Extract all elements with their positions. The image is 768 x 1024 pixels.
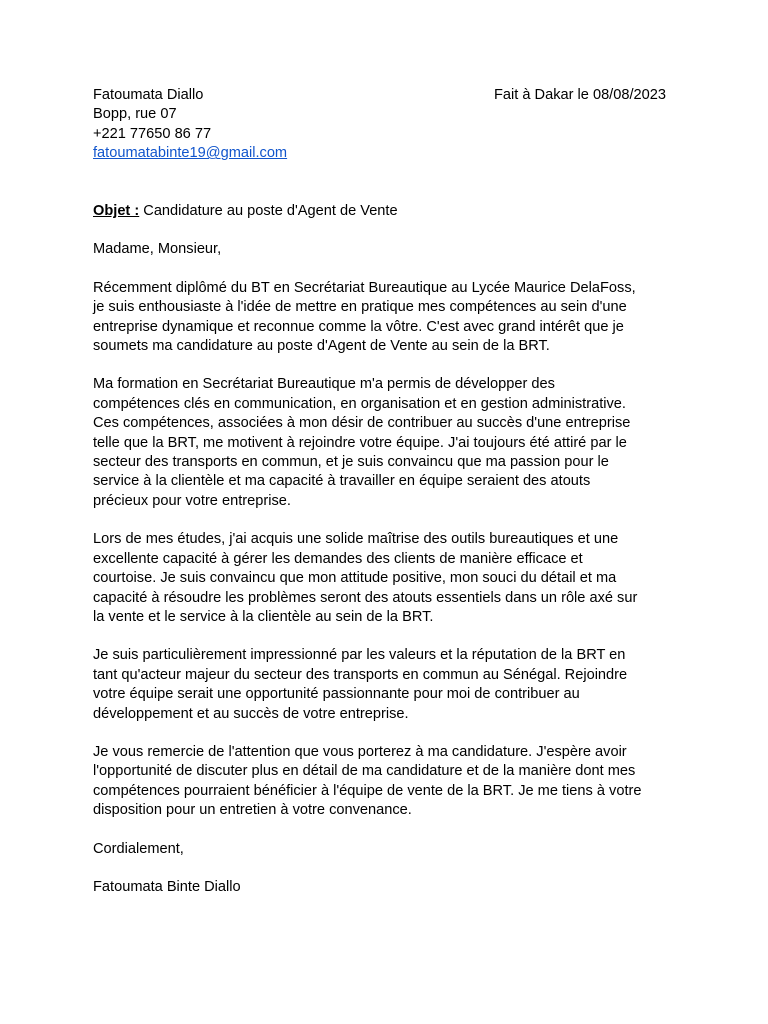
paragraph-line: compétences clés en communication, en organisation et en gestion administrative. <box>93 395 626 412</box>
paragraph-1 <box>93 279 683 357</box>
signature: Fatoumata Binte Diallo <box>93 878 241 895</box>
paragraph-line: courtoise. Je suis convaincu que mon attitude positive, mon souci du détail et ma <box>93 570 617 587</box>
sender-phone: +221 77650 86 77 <box>93 125 212 142</box>
paragraph-3 <box>93 530 683 627</box>
subject-text: Candidature au poste d'Agent de Vente <box>139 203 398 219</box>
paragraph-line: secteur des transports en commun, et je suis convaincu que ma passion pour le <box>93 454 609 471</box>
paragraph-line: soumets ma candidature au poste d'Agent de Vente au sein de la BRT. <box>93 338 550 355</box>
paragraph-line: disposition pour un entretien à votre convenance. <box>93 802 412 819</box>
paragraph-line: capacité à résoudre les problèmes seront des atouts essentiels dans un rôle axé sur <box>93 589 638 606</box>
paragraph-line: entreprise dynamique et reconnue comme la vôtre. C'est avec grand intérêt que je <box>93 318 624 335</box>
sender-block <box>93 86 287 164</box>
paragraph-line: Récemment diplômé du BT en Secrétariat Bureautique au Lycée Maurice DelaFoss, <box>93 279 636 296</box>
paragraph-line: Ma formation en Secrétariat Bureautique m'a permis de développer des <box>93 376 555 393</box>
paragraph-2 <box>93 375 683 511</box>
paragraph-line: Ces compétences, associées à mon désir de contribuer au succès d'une entreprise <box>93 415 631 432</box>
paragraph-4 <box>93 646 683 724</box>
paragraph-line: service à la clientèle et ma capacité à travailler en équipe seraient des atouts <box>93 473 591 490</box>
paragraph-line: votre équipe serait une opportunité passionnante pour moi de contribuer au <box>93 686 580 703</box>
paragraph-line: précieux pour votre entreprise. <box>93 492 291 509</box>
salutation: Madame, Monsieur, <box>93 241 222 258</box>
paragraph-line: Je vous remercie de l'attention que vous porterez à ma candidature. J'espère avoir <box>93 743 627 760</box>
sender-address: Bopp, rue 07 <box>93 106 177 123</box>
sender-name: Fatoumata Diallo <box>93 87 204 103</box>
subject-label: Objet : <box>93 203 140 219</box>
paragraph-line: compétences pourraient bénéficier à l'équipe de vente de la BRT. Je me tiens à votre <box>93 782 642 799</box>
paragraph-line: tant qu'acteur majeur du secteur des transports en commun au Sénégal. Rejoindre <box>93 666 628 683</box>
paragraph-line: telle que la BRT, me motivent à rejoindre votre équipe. J'ai toujours été attiré par le <box>93 434 627 451</box>
sender-email-link[interactable]: fatoumatabinte19@gmail.com <box>93 145 288 162</box>
subject-line <box>93 202 683 221</box>
letter-body <box>93 202 683 897</box>
paragraph-line: excellente capacité à gérer les demandes des clients de manière efficace et <box>93 550 583 567</box>
paragraph-line: la vente et le service à la clientèle au sein de la BRT. <box>93 608 434 625</box>
paragraph-line: Je suis particulièrement impressionné par les valeurs et la réputation de la BRT en <box>93 647 626 664</box>
closing: Cordialement, <box>93 840 184 857</box>
paragraph-5 <box>93 743 683 821</box>
paragraph-line: Lors de mes études, j'ai acquis une solide maîtrise des outils bureautiques et une <box>93 531 619 548</box>
paragraph-line: développement et au succès de votre entreprise. <box>93 705 409 722</box>
paragraph-line: l'opportunité de discuter plus en détail de ma candidature et de la manière dont mes <box>93 763 636 780</box>
date-line: Fait à Dakar le 08/08/2023 <box>494 87 666 103</box>
paragraph-line: je suis enthousiaste à l'idée de mettre en pratique mes compétences au sein d'une <box>93 299 627 316</box>
